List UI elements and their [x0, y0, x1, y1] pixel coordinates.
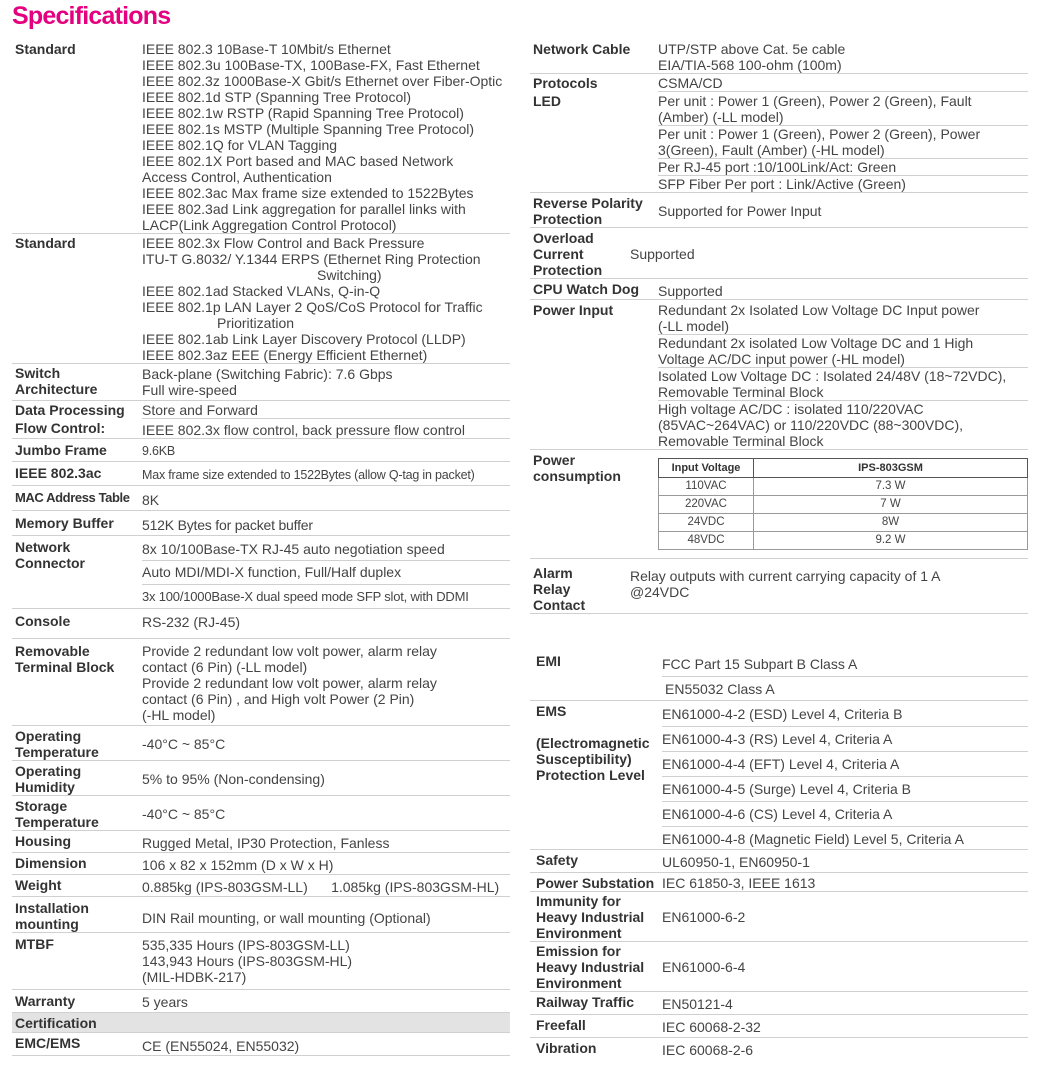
spec-label: [530, 701, 662, 849]
spec-line: UL60950-1, EN60950-1: [662, 854, 810, 870]
table-cell: 48VDC: [659, 532, 754, 550]
spec-line: EN61000-4-4 (EFT) Level 4, Criteria A: [662, 756, 1028, 777]
spec-line: CSMA/CD: [658, 75, 723, 91]
spec-line: 106 x 82 x 152mm (D x W x H): [142, 857, 334, 873]
spec-value: [662, 992, 1028, 1014]
spec-line: IEEE 802.3 10Base-T 10Mbit/s Ethernet: [142, 41, 391, 57]
table-header: IPS-803GSM: [754, 459, 1028, 478]
spec-line: Back-plane (Switching Fabric): 7.6 Gbps: [142, 366, 393, 382]
spec-label: Overload Current Protection: [533, 230, 603, 278]
spec-value: [142, 761, 510, 795]
spec-row-storage-temperature: [12, 796, 510, 831]
table-row: [659, 532, 1028, 550]
spec-line: (-HL model): [142, 707, 216, 723]
spec-line: Max frame size extended to 1522Bytes (allow Q-tag in packet): [142, 468, 475, 482]
spec-value: [142, 609, 510, 638]
spec-label: Housing: [15, 833, 71, 849]
spec-line: IEEE 802.3x Flow Control and Back Pressure: [142, 235, 425, 251]
spec-row-warranty: [12, 990, 510, 1013]
spec-label: Network Cable: [533, 41, 631, 57]
spec-label: IEEE 802.3ac: [15, 465, 102, 481]
spec-line: 0.885kg (IPS-803GSM-LL) 1.085kg (IPS-803GSM-HL): [142, 879, 500, 895]
spec-line: RS-232 (RJ-45): [142, 614, 241, 630]
spec-row-ieee-8023ac: [12, 462, 510, 486]
spec-line: EN50121-4: [662, 996, 733, 1012]
spec-value: [662, 850, 1028, 872]
table-row: [659, 514, 1028, 532]
spec-row-overload-current: [530, 228, 1028, 279]
spec-label: Storage Temperature: [15, 798, 99, 830]
spec-label: EMC/EMS: [15, 1035, 81, 1051]
spec-value: [142, 511, 510, 535]
table-cell: 7 W: [754, 496, 1028, 514]
spec-line: IEEE 802.3u 100Base-TX, 100Base-FX, Fast Ethernet: [142, 57, 480, 73]
spec-label: Vibration: [536, 1040, 597, 1056]
spec-value: [142, 419, 510, 438]
spec-row-emission: [530, 942, 1028, 992]
spec-value: [658, 193, 1028, 227]
spec-line: Removable Terminal Block: [658, 384, 1028, 401]
spec-line: Access Control, Authentication: [142, 169, 332, 185]
table-header: Input Voltage: [659, 459, 754, 478]
spec-line: Supported: [658, 283, 723, 299]
spec-row-cpu-watch-dog: [530, 279, 1028, 300]
spec-line: contact (6 Pin) (-LL model): [142, 659, 308, 675]
spec-value: [142, 364, 510, 400]
spec-label: Standard: [15, 235, 76, 251]
spec-value: [142, 439, 510, 461]
spec-row-jumbo-frame: [12, 439, 510, 462]
spec-row-flow-control: [12, 419, 510, 439]
spec-row-freefall: [530, 1015, 1028, 1038]
spec-line: Switching): [317, 267, 382, 283]
spec-line: EN55032 Class A: [665, 681, 775, 697]
spec-line: EN61000-4-8 (Magnetic Field) Level 5, Criteria A: [662, 831, 964, 847]
spec-line: (MIL-HDBK-217): [142, 969, 247, 985]
spec-line: 8K: [142, 492, 160, 508]
spec-line: contact (6 Pin) , and High volt Power (2 Pin): [142, 691, 415, 707]
spec-label: Warranty: [15, 993, 76, 1009]
spec-line: Full wire-speed: [142, 382, 237, 398]
spec-line: Redundant 2x isolated Low Voltage DC and 1 High: [658, 335, 974, 351]
spec-value: [142, 831, 510, 852]
spec-value: [142, 536, 510, 608]
spec-line: 5 years: [142, 994, 188, 1010]
spec-value: [662, 892, 1028, 941]
spec-label: Operating Humidity: [15, 763, 82, 795]
table-cell: 8W: [754, 514, 1028, 532]
spec-value: [658, 300, 1028, 449]
spec-line: IEEE 802.1p LAN Layer 2 QoS/CoS Protocol for Traffic: [142, 299, 483, 315]
spec-line: Store and Forward: [142, 402, 258, 418]
spec-line: IEEE 802.3ac Max frame size extended to 1522Bytes: [142, 185, 474, 201]
spec-row-operating-humidity: [12, 761, 510, 796]
table-cell: 24VDC: [659, 514, 754, 532]
spec-line: 143,943 Hours (IPS-803GSM-HL): [142, 953, 353, 969]
spec-label: Standard: [15, 41, 76, 57]
spec-line: Isolated Low Voltage DC : Isolated 24/48V (18~72VDC),: [658, 368, 1007, 384]
spec-line: EN61000-4-5 (Surge) Level 4, Criteria B: [662, 781, 1028, 802]
spec-label: Switch Architecture: [15, 365, 98, 397]
spec-label: Flow Control:: [15, 420, 106, 436]
spec-line: IEEE 802.1s MSTP (Multiple Spanning Tree Protocol): [142, 121, 475, 137]
power-consumption-table: [658, 458, 1028, 550]
spec-label: Data Processing: [15, 402, 125, 418]
spec-label: MTBF: [15, 936, 54, 952]
spec-value: [662, 873, 1028, 891]
spec-value: [142, 897, 510, 932]
spec-label: Dimension: [15, 855, 87, 871]
spec-row-railway-traffic: [530, 992, 1028, 1015]
spec-line: EN61000-4-3 (RS) Level 4, Criteria A: [662, 731, 1028, 752]
spec-label: Safety: [536, 852, 579, 868]
spec-row-network-cable: [530, 40, 1028, 74]
spec-label: Reverse Polarity Protection: [533, 195, 643, 227]
spec-label: Emission for Heavy Industrial Environment: [536, 943, 645, 991]
spec-line: DIN Rail mounting, or wall mounting (Optional): [142, 909, 431, 926]
spec-row-safety: [530, 850, 1028, 873]
spec-label: Console: [15, 613, 71, 629]
spec-value: [142, 462, 510, 485]
spec-row-console: [12, 609, 510, 639]
spec-line: IEEE 802.3az EEE (Energy Efficient Ethernet): [142, 347, 428, 363]
page-title: Specifications: [12, 2, 171, 30]
spec-label: Power consumption: [533, 452, 621, 484]
spec-row-data-processing: [12, 401, 510, 419]
spec-value: [142, 726, 510, 760]
spec-line: Provide 2 redundant low volt power, alarm relay: [142, 675, 437, 691]
spec-label: Installation mounting: [15, 900, 89, 932]
spec-label: Protocols: [533, 75, 598, 91]
spec-line: -40°C ~ 85°C: [142, 735, 226, 752]
section-gap: [530, 614, 1028, 652]
spec-row-emc-ems: [12, 1033, 510, 1056]
spec-label: Certification: [15, 1015, 97, 1031]
spec-line: High voltage AC/DC : isolated 110/220VAC: [658, 401, 924, 417]
spec-value: [142, 853, 510, 874]
table-cell: 7.3 W: [754, 478, 1028, 496]
spec-line: 8x 10/100Base-TX RJ-45 auto negotiation speed: [142, 541, 510, 561]
spec-line: Per RJ-45 port :10/100Link/Act: Green: [658, 159, 1028, 176]
spec-value: [142, 933, 510, 989]
spec-line: CE (EN55024, EN55032): [142, 1038, 300, 1054]
spec-line: ITU-T G.8032/ Y.1344 ERPS (Ethernet Ring Protection: [142, 251, 481, 267]
spec-row-protocols: [530, 74, 1028, 92]
table-cell: 220VAC: [659, 496, 754, 514]
certification-header: [12, 1013, 510, 1033]
spec-column-right: [530, 40, 1028, 1060]
spec-line: EIA/TIA-568 100-ohm (100m): [658, 57, 842, 73]
table-row: [659, 496, 1028, 514]
spec-row-switch-architecture: [12, 364, 510, 401]
table-cell: 110VAC: [659, 478, 754, 496]
spec-label: Alarm Relay Contact: [533, 565, 586, 613]
spec-label: Network Connector: [15, 539, 85, 571]
spec-line: IEEE 802.1X Port based and MAC based Network: [142, 153, 454, 169]
spec-value: [142, 990, 510, 1012]
spec-line: Rugged Metal, IP30 Protection, Fanless: [142, 835, 390, 851]
spec-row-emi: [530, 652, 1028, 701]
spec-label: Power Substation: [536, 875, 655, 891]
spec-row-vibration: [530, 1038, 1028, 1060]
spec-row-ems: [530, 701, 1028, 850]
spec-line: EN61000-6-2: [662, 909, 746, 925]
spec-line: IEEE 802.1ad Stacked VLANs, Q-in-Q: [142, 283, 381, 299]
spec-row-power-substation: [530, 873, 1028, 892]
ems-label-title: EMS: [536, 703, 567, 719]
spec-row-standard-1: [12, 40, 510, 234]
spec-line: Auto MDI/MDI-X function, Full/Half duplex: [142, 564, 510, 585]
spec-line: FCC Part 15 Subpart B Class A: [662, 656, 1028, 677]
spec-line: IEEE 802.1ab Link Layer Discovery Protocol (LLDP): [142, 331, 466, 347]
spec-line: IEEE 802.1w RSTP (Rapid Spanning Tree Protocol): [142, 105, 464, 121]
spec-line: @24VDC: [630, 584, 690, 600]
spec-line: Voltage AC/DC input power (-HL model): [658, 351, 1028, 368]
spec-row-operating-temperature: [12, 726, 510, 761]
spec-line: 5% to 95% (Non-condensing): [142, 770, 325, 787]
spec-value: [662, 652, 1028, 700]
spec-value: [662, 942, 1028, 991]
spec-row-network-connector: [12, 536, 510, 609]
spec-value: [142, 234, 510, 363]
spec-line: Per unit : Power 1 (Green), Power 2 (Green), Power: [658, 126, 981, 142]
spec-label: LED: [533, 93, 561, 109]
spec-column-left: [12, 40, 510, 1056]
spec-line: 512K Bytes for packet buffer: [142, 517, 313, 533]
spec-row-reverse-polarity: [530, 193, 1028, 228]
spec-line: 3(Green), Fault (Amber) (-HL model): [658, 142, 1028, 159]
spec-line: 3x 100/1000Base-X dual speed mode SFP slot, with DDMI: [142, 589, 469, 604]
spec-line: IEC 61850-3, IEEE 1613: [662, 874, 816, 891]
spec-label: Immunity for Heavy Industrial Environment: [536, 893, 645, 941]
ems-label-sub: (Electromagnetic Susceptibility) Protection Level: [536, 735, 650, 783]
spec-line: Prioritization: [217, 315, 295, 331]
spec-value: [142, 40, 510, 233]
spec-row-dimension: [12, 853, 510, 875]
spec-value: [142, 875, 510, 896]
spec-line: IEC 60068-2-32: [662, 1019, 761, 1035]
spec-row-installation-mounting: [12, 897, 510, 933]
spec-label: MAC Address Table: [15, 490, 130, 505]
spec-row-removable-terminal-block: [12, 639, 510, 726]
spec-value: [658, 40, 1028, 73]
spec-line: Redundant 2x Isolated Low Voltage DC Input power: [658, 302, 980, 318]
spec-line: -40°C ~ 85°C: [142, 805, 226, 822]
spec-row-power-consumption: [530, 450, 1028, 559]
spec-row-memory-buffer: [12, 511, 510, 536]
spec-label: Jumbo Frame: [15, 442, 107, 458]
spec-value: [658, 74, 1028, 92]
spec-value: [630, 563, 1028, 613]
table-row: [659, 478, 1028, 496]
spec-line: IEEE 802.1Q for VLAN Tagging: [142, 137, 338, 153]
spec-line: IEEE 802.3z 1000Base-X Gbit/s Ethernet over Fiber-Optic: [142, 73, 503, 89]
spec-value: [142, 639, 510, 725]
spec-label: Railway Traffic: [536, 994, 635, 1010]
spec-line: IEC 60068-2-6: [662, 1042, 754, 1058]
spec-line: SFP Fiber Per port : Link/Active (Green): [658, 176, 906, 192]
spec-value: [662, 1015, 1028, 1037]
spec-line: 9.6KB: [142, 444, 176, 458]
spec-row-led: [530, 92, 1028, 193]
spec-label: Operating Temperature: [15, 728, 99, 760]
spec-label: Weight: [15, 877, 62, 893]
spec-value: [658, 450, 1028, 550]
spec-row-weight: [12, 875, 510, 897]
spec-line: IEEE 802.1d STP (Spanning Tree Protocol): [142, 89, 412, 105]
spec-row-housing: [12, 831, 510, 853]
spec-line: (-LL model): [658, 318, 1028, 335]
spec-row-power-input: [530, 300, 1028, 450]
spec-line: Removable Terminal Block: [658, 433, 824, 449]
spec-value: [142, 1033, 510, 1055]
spec-line: Supported: [630, 245, 695, 262]
spec-line: LACP(Link Aggregation Control Protocol): [142, 217, 397, 233]
spec-label: Removable Terminal Block: [15, 643, 115, 675]
spec-value: [662, 1038, 1028, 1060]
spec-value: [142, 486, 510, 510]
spec-value: [658, 279, 1028, 299]
spec-line: UTP/STP above Cat. 5e cable: [658, 41, 846, 57]
spec-label: EMI: [536, 653, 561, 669]
spec-row-mtbf: [12, 933, 510, 990]
spec-label: CPU Watch Dog: [533, 281, 640, 297]
spec-value: [630, 228, 1028, 278]
spec-value: [142, 401, 510, 419]
spec-line: (Amber) (-LL model): [658, 109, 1028, 126]
spec-line: IEEE 802.3x flow control, back pressure flow control: [142, 422, 465, 438]
spec-value: [142, 796, 510, 830]
spec-line: 535,335 Hours (IPS-803GSM-LL): [142, 937, 350, 953]
spec-label: Memory Buffer: [15, 515, 114, 531]
spec-line: Supported for Power Input: [658, 202, 822, 219]
spec-line: EN61000-4-6 (CS) Level 4, Criteria A: [662, 806, 1028, 827]
spec-row-immunity: [530, 892, 1028, 942]
spec-line: Per unit : Power 1 (Green), Power 2 (Green), Fault: [658, 93, 972, 109]
spec-line: EN61000-4-2 (ESD) Level 4, Criteria B: [662, 706, 1028, 727]
spec-label: Freefall: [536, 1017, 586, 1033]
spec-row-mac-address-table: [12, 486, 510, 511]
spec-label: Power Input: [533, 302, 614, 318]
spec-line: EN61000-6-4: [662, 959, 746, 975]
spec-value: [658, 92, 1028, 192]
spec-line: Provide 2 redundant low volt power, alarm relay: [142, 643, 437, 659]
spec-line: Relay outputs with current carrying capacity of 1 A: [630, 568, 941, 584]
table-cell: 9.2 W: [754, 532, 1028, 550]
spec-row-standard-2: [12, 234, 510, 364]
spec-line: IEEE 802.3ad Link aggregation for parallel links with: [142, 201, 466, 217]
spec-value: [662, 701, 1028, 849]
spec-row-alarm-relay: [530, 563, 1028, 614]
spec-line: (85VAC~264VAC) or 110/220VDC (88~300VDC),: [658, 417, 964, 433]
